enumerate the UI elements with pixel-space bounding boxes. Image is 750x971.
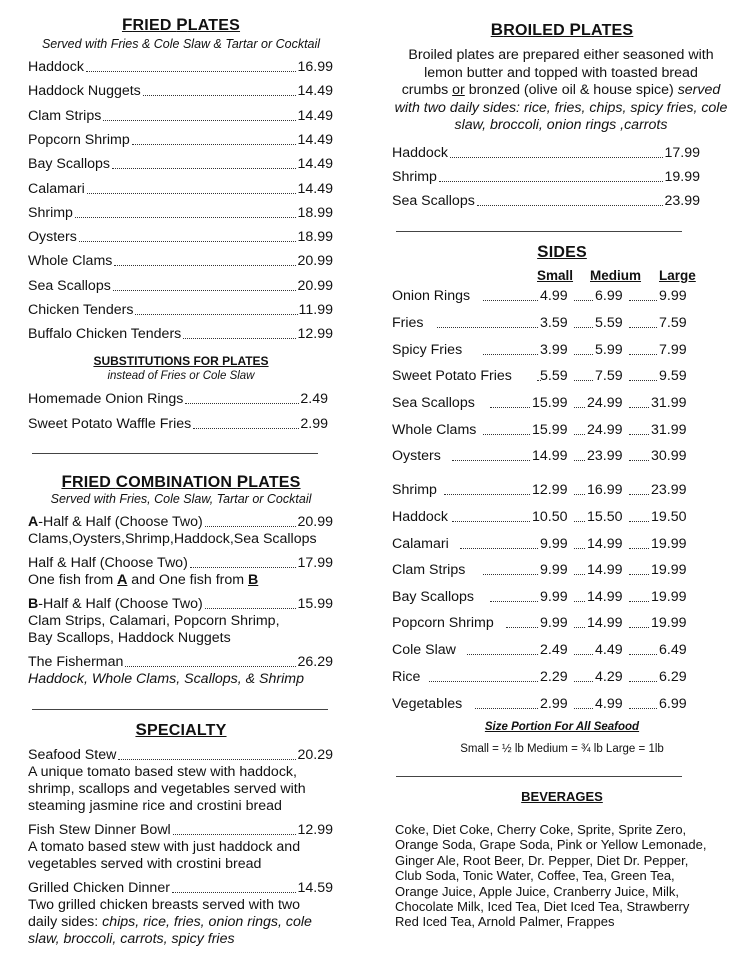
item-price: 17.99 — [664, 145, 700, 161]
leader-dots — [629, 300, 657, 301]
leader-dots — [574, 460, 586, 461]
side-price-small: 15.99 — [532, 422, 568, 438]
side-name: Vegetables — [392, 696, 463, 712]
sides-header-large: Large — [659, 268, 696, 283]
grilled-chicken-desc-2: daily sides: chips, rice, fries, onion rings, cole — [28, 914, 312, 930]
substitution-row — [28, 416, 328, 433]
substitutions-subtitle: instead of Fries or Cole Slaw — [107, 370, 255, 382]
combination-subtitle: Served with Fries, Cole Slaw, Tartar or Cocktail — [50, 492, 312, 506]
side-price-medium: 5.59 — [595, 315, 623, 331]
leader-dots — [452, 521, 530, 522]
combo-half-row: Half & Half (Choose Two) 17.99 — [28, 555, 333, 571]
item-price: 18.99 — [297, 204, 333, 221]
side-price-medium: 4.99 — [595, 696, 623, 712]
combination-title: FRIED COMBINATION PLATES — [61, 472, 301, 491]
divider — [32, 709, 328, 710]
broiled-plate-row — [392, 145, 700, 162]
fried-plate-row — [28, 278, 333, 295]
leader-dots — [439, 181, 664, 182]
leader-dots — [490, 407, 530, 408]
divider — [396, 231, 682, 232]
leader-dots — [183, 338, 296, 339]
combo-half-desc: One fish from A and One fish from B — [28, 572, 259, 588]
item-name: Shrimp — [392, 169, 437, 185]
side-price-small: 2.99 — [540, 696, 568, 712]
side-price-small: 2.49 — [540, 642, 568, 658]
side-price-medium: 14.99 — [587, 615, 623, 631]
leader-dots — [574, 380, 593, 381]
leader-dots — [574, 654, 593, 655]
leader-dots — [629, 434, 650, 435]
divider — [32, 453, 318, 454]
side-price-medium: 16.99 — [587, 482, 623, 498]
side-name: Shrimp — [392, 482, 437, 498]
side-price-large: 19.99 — [651, 589, 687, 605]
substitution-row — [28, 391, 328, 408]
leader-dots — [444, 494, 530, 495]
item-name: Popcorn Shrimp — [28, 131, 130, 148]
item-price: 14.49 — [297, 131, 333, 148]
leader-dots — [475, 708, 538, 709]
beverage-line: Orange Juice, Apple Juice, Cranberry Juice, Milk, — [395, 883, 679, 899]
item-name: Sea Scallops — [28, 277, 111, 294]
side-price-medium: 14.99 — [587, 536, 623, 552]
seafood-stew-desc-2: shrimp, scallops and vegetables served with — [28, 781, 306, 797]
side-row — [392, 589, 692, 606]
fried-plate-row — [28, 59, 333, 76]
grilled-chicken-desc-1: Two grilled chicken breasts served with two — [28, 897, 301, 913]
side-price-small: 3.59 — [540, 315, 568, 331]
side-price-large: 19.99 — [651, 536, 687, 552]
side-row — [392, 315, 692, 332]
item-price: 19.99 — [664, 169, 700, 185]
leader-dots — [490, 601, 538, 602]
side-name: Spicy Fries — [392, 342, 463, 358]
side-price-large: 7.99 — [659, 342, 687, 358]
item-price: 14.49 — [297, 156, 333, 173]
item-price: 14.49 — [297, 107, 333, 124]
leader-dots — [86, 71, 296, 72]
fisherman-desc: Haddock, Whole Clams, Scallops, & Shrimp — [28, 671, 304, 687]
item-name: Sweet Potato Waffle Fries — [28, 416, 192, 432]
seafood-stew-desc-3: steaming jasmine rice and crostini bread — [28, 798, 282, 814]
side-row — [392, 368, 692, 385]
side-price-large: 9.99 — [659, 288, 687, 304]
leader-dots — [143, 95, 297, 96]
side-row — [392, 482, 692, 499]
leader-dots — [483, 300, 538, 301]
side-name: Calamari — [392, 536, 449, 552]
leader-dots — [574, 407, 586, 408]
side-price-large: 31.99 — [651, 395, 687, 411]
leader-dots — [460, 548, 538, 549]
leader-dots — [193, 428, 299, 429]
side-price-medium: 24.99 — [587, 395, 623, 411]
leader-dots — [574, 574, 585, 575]
substitutions-title: SUBSTITUTIONS FOR PLATES — [93, 354, 269, 368]
leader-dots — [629, 548, 650, 549]
side-price-medium: 4.29 — [595, 669, 623, 685]
side-price-medium: 4.49 — [595, 642, 623, 658]
leader-dots — [483, 574, 538, 575]
side-name: Sea Scallops — [392, 395, 475, 411]
item-name: Haddock Nuggets — [28, 83, 141, 100]
leader-dots — [477, 205, 664, 206]
item-price: 11.99 — [298, 302, 333, 318]
item-name: Whole Clams — [28, 253, 113, 270]
broiled-plate-row — [392, 169, 700, 186]
sides-header-small: Small — [537, 268, 574, 283]
item-price: 2.49 — [300, 391, 328, 407]
leader-dots — [79, 241, 297, 242]
item-name: Chicken Tenders — [28, 302, 134, 318]
fried-plate-row — [28, 253, 333, 270]
leader-dots — [629, 380, 657, 381]
side-price-small: 5.59 — [540, 368, 568, 384]
leader-dots — [574, 494, 586, 495]
item-name: Shrimp — [28, 204, 73, 221]
item-name: Sea Scallops — [392, 193, 475, 209]
grilled-chicken-row: Grilled Chicken Dinner 14.59 — [28, 880, 333, 896]
leader-dots — [629, 574, 650, 575]
side-name: Sweet Potato Fries — [392, 368, 512, 384]
item-price: 20.99 — [297, 253, 333, 270]
side-price-small: 4.99 — [540, 288, 568, 304]
leader-dots — [629, 601, 650, 602]
right-column — [392, 0, 732, 971]
leader-dots — [629, 654, 657, 655]
side-row — [392, 288, 692, 305]
portion-title: Size Portion For All Seafood — [484, 721, 640, 733]
side-row — [392, 342, 692, 359]
side-price-medium: 14.99 — [587, 562, 623, 578]
side-price-large: 6.29 — [659, 669, 687, 685]
fried-plate-row — [28, 302, 333, 319]
side-price-medium: 14.99 — [587, 589, 623, 605]
item-name: Buffalo Chicken Tenders — [28, 326, 182, 343]
side-price-small: 10.50 — [532, 509, 568, 525]
side-name: Onion Rings — [392, 288, 471, 304]
fisherman-row: The Fisherman 26.29 — [28, 654, 333, 670]
leader-dots — [629, 327, 657, 328]
leader-dots — [574, 300, 593, 301]
fish-stew-bowl-desc-2: vegetables served with crostini bread — [28, 856, 262, 872]
leader-dots — [75, 217, 297, 218]
side-price-medium: 7.59 — [595, 368, 623, 384]
beverages-list — [395, 822, 735, 930]
fried-plate-row — [28, 83, 333, 100]
grilled-chicken-desc-3: slaw, broccoli, carrots, spicy fries — [28, 931, 235, 947]
item-price: 12.99 — [297, 326, 333, 343]
leader-dots — [574, 601, 585, 602]
leader-dots — [574, 327, 593, 328]
beverages-title: BEVERAGES — [521, 789, 603, 804]
side-name: Oysters — [392, 448, 441, 464]
side-row — [392, 615, 692, 632]
side-name: Fries — [392, 315, 424, 331]
broiled-description: Broiled plates are prepared either seasoned with lemon butter and topped with toasted bread crumbs or bronzed (olive oil & house spice) served with two daily sides: rice, fries, chips, spicy fries, cole slaw, broccoli, onion rings ,carrots — [394, 47, 728, 133]
item-name: Oysters — [28, 229, 77, 246]
side-price-large: 9.59 — [659, 368, 687, 384]
side-price-small: 3.99 — [540, 342, 568, 358]
leader-dots — [114, 265, 296, 266]
side-price-large: 19.50 — [651, 509, 687, 525]
leader-dots — [574, 681, 593, 682]
side-price-small: 2.29 — [540, 669, 568, 685]
side-row — [392, 422, 692, 439]
leader-dots — [103, 120, 296, 121]
fried-plate-row — [28, 229, 333, 246]
side-price-small: 12.99 — [532, 482, 568, 498]
side-price-small: 14.99 — [532, 448, 568, 464]
side-row — [392, 395, 692, 412]
side-price-large: 7.59 — [659, 315, 687, 331]
side-price-small: 15.99 — [532, 395, 568, 411]
item-price: 14.49 — [297, 83, 333, 100]
side-name: Whole Clams — [392, 422, 477, 438]
side-row — [392, 669, 692, 686]
leader-dots — [483, 434, 530, 435]
side-price-small: 9.99 — [540, 615, 568, 631]
side-price-large: 19.99 — [651, 615, 687, 631]
divider — [396, 776, 682, 777]
combo-b-desc-1: Clam Strips, Calamari, Popcorn Shrimp, — [28, 613, 280, 629]
combo-a-desc: Clams,Oysters,Shrimp,Haddock,Sea Scallops — [28, 531, 317, 547]
side-name: Rice — [392, 669, 421, 685]
leader-dots — [629, 407, 650, 408]
leader-dots — [467, 654, 538, 655]
item-price: 2.99 — [300, 416, 328, 432]
fried-plate-row — [28, 181, 333, 198]
sides-header-medium: Medium — [590, 268, 642, 283]
side-price-large: 23.99 — [651, 482, 687, 498]
leader-dots — [483, 354, 538, 355]
item-name: Bay Scallops — [28, 156, 111, 173]
side-price-small: 9.99 — [540, 589, 568, 605]
item-name: Clam Strips — [28, 107, 102, 124]
leader-dots — [629, 627, 650, 628]
portion-text: Small = ½ lb Medium = ¾ lb Large = 1lb — [460, 743, 664, 755]
item-name: Calamari — [28, 180, 85, 197]
combo-b-desc-2: Bay Scallops, Haddock Nuggets — [28, 630, 231, 646]
combo-b-row: B-Half & Half (Choose Two) 15.99 — [28, 596, 333, 612]
item-name: Haddock — [392, 145, 448, 161]
left-column — [28, 0, 334, 971]
beverage-line: Club Soda, Tonic Water, Coffee, Tea, Green Tea, — [395, 868, 675, 884]
side-price-large: 30.99 — [651, 448, 687, 464]
side-price-medium: 5.99 — [595, 342, 623, 358]
fried-plate-row — [28, 132, 333, 149]
side-price-small: 9.99 — [540, 562, 568, 578]
leader-dots — [132, 144, 297, 145]
side-name: Cole Slaw — [392, 642, 456, 658]
fish-stew-bowl-row: Fish Stew Dinner Bowl 12.99 — [28, 822, 333, 838]
beverage-line: Ginger Ale, Root Beer, Dr. Pepper, Diet Dr. Pepper, — [395, 852, 689, 868]
fried-plate-row — [28, 205, 333, 222]
side-row — [392, 448, 692, 465]
beverage-line: Orange Soda, Grape Soda, Pink or Yellow Lemonade, — [395, 837, 707, 853]
specialty-title: SPECIALTY — [135, 720, 227, 739]
broiled-plates-title: BROILED PLATES — [490, 20, 634, 39]
item-price: 14.49 — [297, 180, 333, 197]
side-name: Haddock — [392, 509, 448, 525]
broiled-plate-row — [392, 193, 700, 210]
side-row — [392, 536, 692, 553]
side-price-medium: 24.99 — [587, 422, 623, 438]
beverage-line: Coke, Diet Coke, Cherry Coke, Sprite, Sprite Zero, — [395, 822, 687, 837]
seafood-stew-row: Seafood Stew 20.29 — [28, 747, 333, 763]
leader-dots — [629, 708, 657, 709]
side-price-large: 6.99 — [659, 696, 687, 712]
side-row — [392, 509, 692, 526]
leader-dots — [113, 290, 297, 291]
leader-dots — [429, 681, 538, 682]
leader-dots — [450, 157, 663, 158]
leader-dots — [452, 460, 530, 461]
leader-dots — [574, 521, 586, 522]
leader-dots — [574, 354, 593, 355]
side-row — [392, 696, 692, 713]
leader-dots — [506, 627, 538, 628]
side-price-large: 31.99 — [651, 422, 687, 438]
leader-dots — [629, 354, 657, 355]
fried-plate-row — [28, 156, 333, 173]
leader-dots — [87, 193, 297, 194]
leader-dots — [135, 314, 297, 315]
side-name: Popcorn Shrimp — [392, 615, 494, 631]
beverage-line: Red Iced Tea, Arnold Palmer, Frappes — [395, 914, 615, 930]
leader-dots — [112, 168, 296, 169]
leader-dots — [574, 434, 586, 435]
leader-dots — [629, 460, 650, 461]
beverage-line: Chocolate Milk, Iced Tea, Diet Iced Tea, Strawberry — [395, 899, 690, 915]
side-price-large: 19.99 — [651, 562, 687, 578]
side-row — [392, 642, 692, 659]
leader-dots — [629, 494, 650, 495]
fish-stew-bowl-desc-1: A tomato based stew with just haddock and — [28, 839, 301, 855]
side-price-medium: 15.50 — [587, 509, 623, 525]
leader-dots — [629, 681, 657, 682]
fried-plates-title: FRIED PLATES — [121, 15, 241, 34]
fried-plate-row — [28, 326, 333, 343]
side-name: Clam Strips — [392, 562, 466, 578]
combo-a-row: A-Half & Half (Choose Two) 20.99 — [28, 514, 333, 530]
item-price: 16.99 — [297, 59, 333, 75]
leader-dots — [629, 521, 650, 522]
side-row — [392, 562, 692, 579]
side-name: Bay Scallops — [392, 589, 475, 605]
item-price: 20.99 — [297, 277, 333, 294]
item-name: Haddock — [28, 59, 84, 75]
fried-plate-row — [28, 108, 333, 125]
side-price-small: 9.99 — [540, 536, 568, 552]
side-price-medium: 23.99 — [587, 448, 623, 464]
fried-plates-subtitle: Served with Fries & Cole Slaw & Tartar or Cocktail — [41, 37, 321, 51]
item-name: Homemade Onion Rings — [28, 391, 184, 407]
leader-dots — [574, 627, 585, 628]
leader-dots — [574, 708, 593, 709]
leader-dots — [574, 548, 585, 549]
sides-title: SIDES — [537, 242, 587, 261]
item-price: 23.99 — [664, 193, 700, 209]
leader-dots — [185, 403, 299, 404]
seafood-stew-desc-1: A unique tomato based stew with haddock, — [28, 764, 297, 780]
side-price-large: 6.49 — [659, 642, 687, 658]
side-price-medium: 6.99 — [595, 288, 623, 304]
item-price: 18.99 — [297, 229, 333, 246]
leader-dots — [437, 327, 539, 328]
